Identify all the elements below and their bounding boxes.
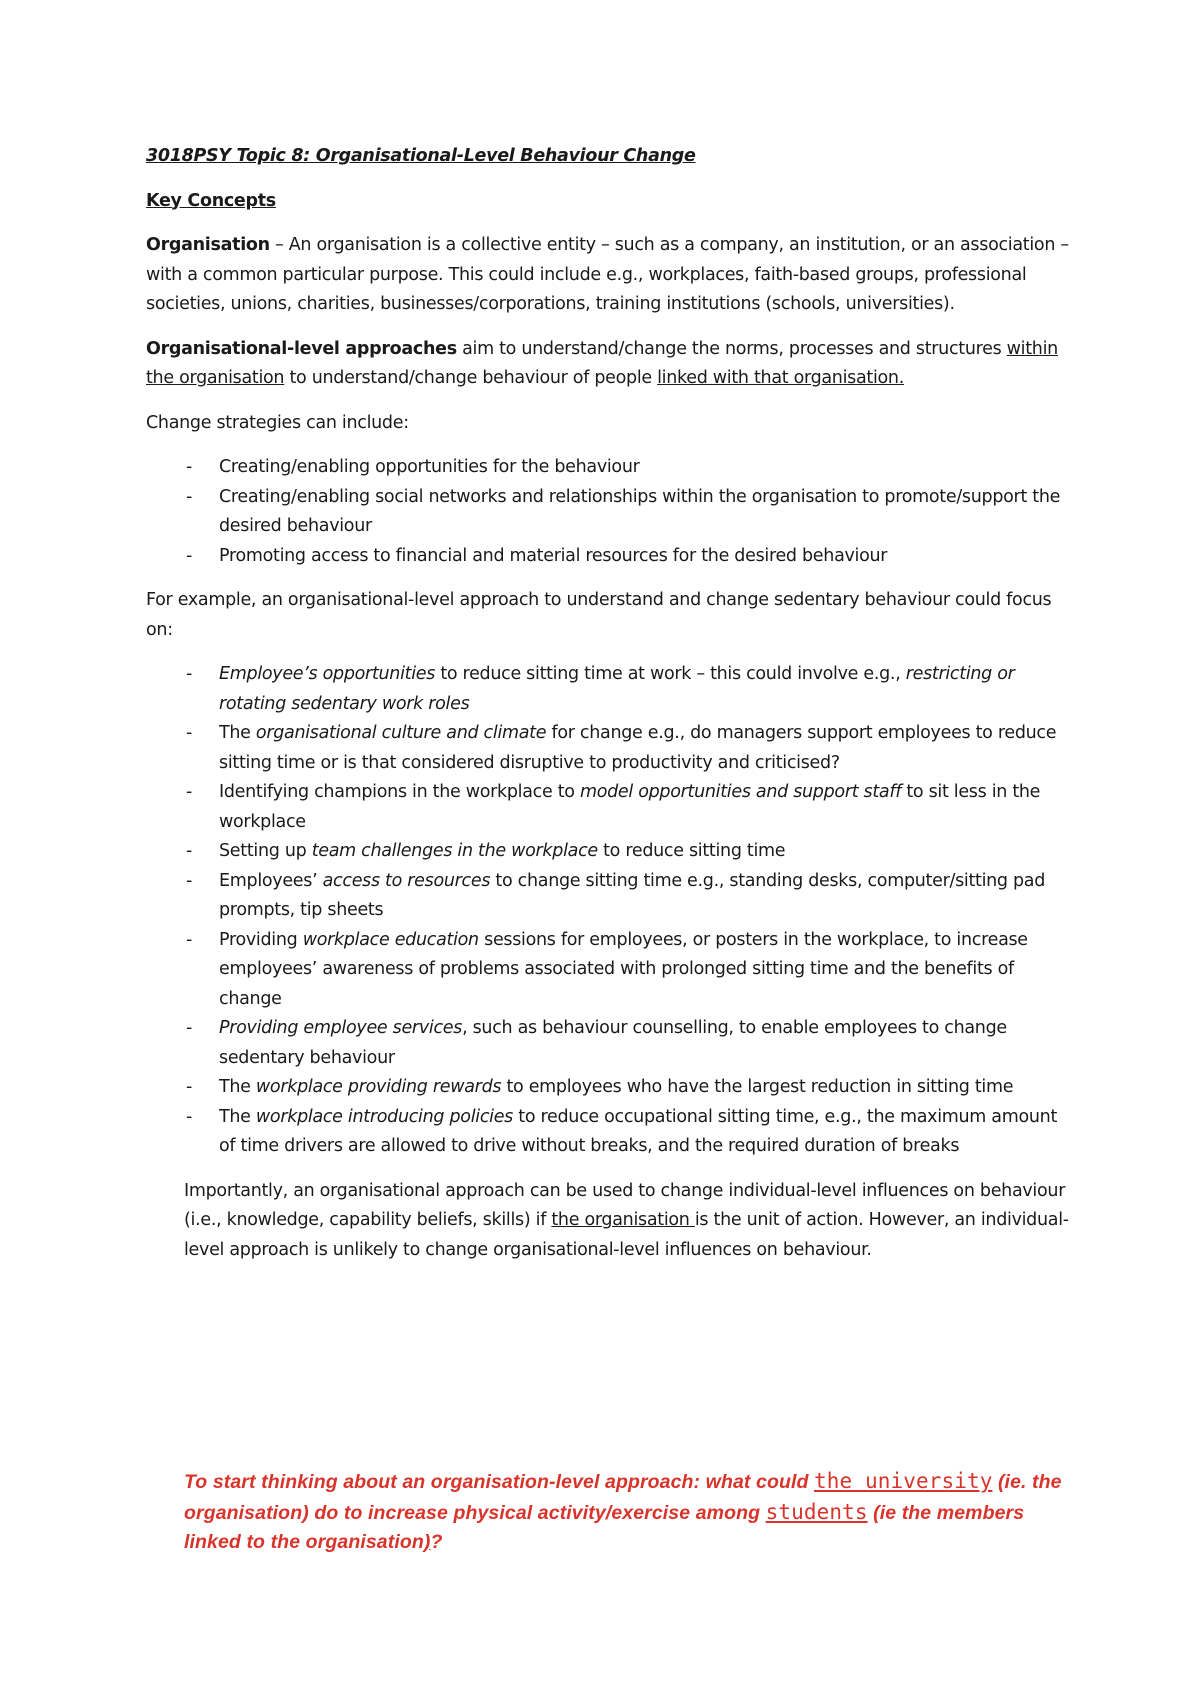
organisation-definition: [146, 231, 1076, 320]
document-title: 3018PSY Topic 8: Organisational-Level Behaviour Change: [146, 146, 696, 166]
approaches-term: Organisational-level approaches: [146, 338, 457, 359]
approaches-underline-1: within the organisation: [146, 338, 1058, 388]
example-italic: Employee’s opportunities: [219, 664, 436, 684]
importantly-underline: the organisation: [551, 1210, 695, 1230]
strategies-list: [146, 453, 1076, 571]
list-item: [146, 1014, 1076, 1073]
example-italic: organisational culture and climate: [255, 723, 547, 743]
question-emphasis-university: the university: [814, 1469, 993, 1493]
question-underline: ): [423, 1531, 431, 1553]
example-italic: team challenges in the workplace: [311, 841, 598, 861]
list-item: - Creating/enabling social networks and relationships within the organisation to promote/support the desired behaviour: [146, 483, 1076, 542]
list-item: [146, 778, 1076, 837]
list-item: [146, 837, 1076, 867]
approaches-definition: [146, 335, 1076, 394]
importantly-text-1: Importantly, an organisational approach can be used to change individual-level influences on behaviour (i.e., knowledge, capability beliefs, skills) if: [184, 1180, 1066, 1230]
strategies-intro: Change strategies can include:: [146, 412, 409, 433]
question-text-1: To start thinking about an organisation-level approach: what could: [184, 1471, 815, 1493]
question-text-3: (ie the members linked to the organisation: [184, 1501, 1025, 1553]
list-item: [146, 926, 1076, 1015]
list-item: [146, 660, 1076, 719]
example-italic: workplace providing rewards: [255, 1077, 502, 1097]
example-italic: workplace introducing policies: [255, 1106, 513, 1127]
example-text: Employees’: [219, 870, 323, 891]
example-italic: access to resources: [322, 870, 491, 891]
list-item: [146, 719, 1076, 778]
example-text: to sit less in the workplace: [219, 782, 1041, 832]
discussion-question: [184, 1467, 1084, 1558]
organisation-term: Organisation: [146, 235, 270, 255]
example-text: for change e.g., do managers support employees to reduce sitting time or is that considered disruptive to productivity and criticised?: [219, 723, 1057, 773]
example-text: to reduce sitting time at work – this could involve e.g.,: [435, 664, 906, 684]
approaches-underline-2: linked with that organisation.: [657, 368, 904, 388]
example-italic: restricting or rotating sedentary work roles: [219, 664, 1015, 714]
example-text: Providing: [219, 929, 303, 950]
example-text: Identifying champions in the workplace to: [219, 782, 580, 802]
importantly-text-2: is the unit of action. However, an individual-level approach is unlikely to change organisational-level influences on behaviour.: [184, 1210, 1069, 1260]
document-body: [146, 142, 1076, 1265]
list-item: [146, 1073, 1076, 1103]
list-item: [146, 1103, 1076, 1162]
example-text: to reduce occupational sitting time, e.g., the maximum amount of time drivers are allowed to drive without breaks, and the required duration of breaks: [219, 1106, 1058, 1156]
organisation-text: – An organisation is a collective entity – such as a company, an institution, or an association – with a common particular purpose. This could include e.g., workplaces, faith-based groups, professional societies, unions, charities, businesses/corporations, training institutions (schools, universities).: [146, 235, 1069, 314]
approaches-text-1: aim to understand/change the norms, processes and structures: [456, 338, 1007, 359]
example-text: , such as behaviour counselling, to enable employees to change sedentary behaviour: [219, 1018, 1007, 1068]
approaches-text-2: to understand/change behaviour of people: [284, 368, 658, 388]
key-concepts-heading: Key Concepts: [146, 190, 276, 211]
list-item: [146, 867, 1076, 926]
example-italic: workplace education: [302, 929, 479, 950]
question-text-2: (ie. the organisation) do to increase physical activity/exercise among: [184, 1471, 1062, 1524]
example-text: to reduce sitting time: [597, 841, 786, 861]
example-text: The: [219, 1106, 256, 1127]
example-intro: For example, an organisational-level approach to understand and change sedentary behaviour could focus on:: [146, 590, 1052, 640]
question-text-4: ?: [430, 1531, 443, 1553]
example-text: to change sitting time e.g., standing desks, computer/sitting pad prompts, tip sheets: [219, 870, 1046, 920]
example-italic: model opportunities and support staff: [579, 782, 902, 802]
example-text: sessions for employees, or posters in the workplace, to increase employees’ awareness of problems associated with prolonged sitting time and the benefits of change: [219, 929, 1028, 1009]
example-text: to employees who have the largest reduction in sitting time: [501, 1077, 1014, 1097]
example-text: The: [219, 723, 256, 743]
example-text: Setting up: [219, 841, 312, 861]
importantly-paragraph: [146, 1177, 1076, 1266]
example-italic: Providing employee services: [219, 1018, 463, 1038]
question-emphasis-students: students: [765, 1499, 868, 1524]
example-text: The: [219, 1077, 256, 1097]
list-item: - Creating/enabling opportunities for the behaviour: [146, 453, 1076, 483]
list-item: - Promoting access to financial and material resources for the desired behaviour: [146, 542, 1076, 572]
examples-list: [146, 660, 1076, 1162]
